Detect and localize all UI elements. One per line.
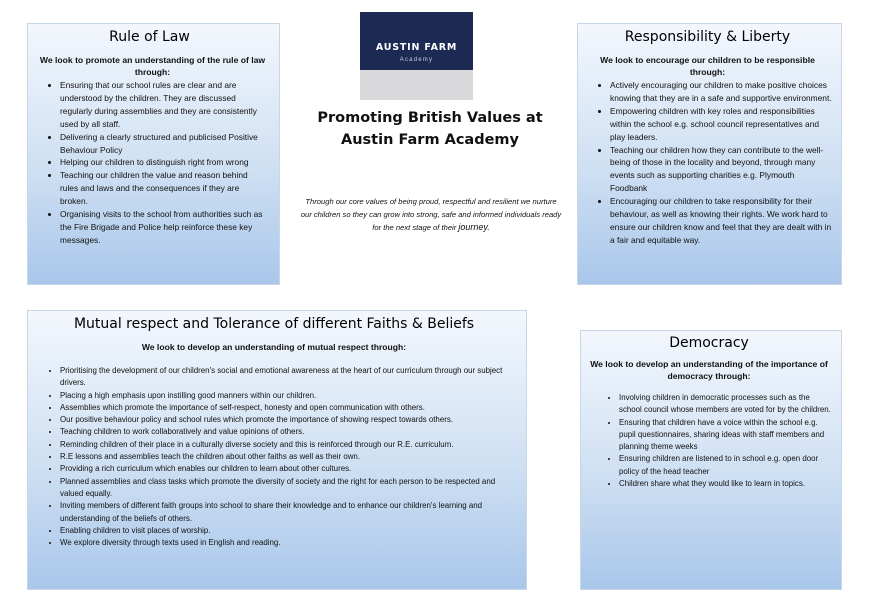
list-item: • Empowering children with key roles and responsibilities within the school e.g. school council representatives and play leaders.: [610, 105, 833, 144]
tagline-end: journey.: [458, 222, 490, 232]
list-item: • Encouraging our children to take responsibility for their behaviour, as well as knowing their rights. We work hard to ensure our children know and feel that they are dealt with in a fair and equitable way.: [610, 195, 833, 247]
mutual-respect-title: Mutual respect and Tolerance of different Faiths & Beliefs: [73, 316, 475, 332]
list-item: • Delivering a clearly structured and publicised Positive Behaviour Policy: [60, 131, 267, 157]
title-line-2: Austin Farm Academy: [341, 132, 519, 148]
page-title: [300, 107, 560, 151]
democracy-intro: We look to develop an understanding of the importance of democracy through:: [590, 359, 828, 381]
list-item: • Placing a high emphasis upon instilling good manners within our children.: [60, 390, 516, 402]
list-item: • Teaching our children how they can contribute to the well-being of those in the locality and beyond, through many events such as supporting charities e.g. Plymouth Foodbank: [610, 144, 833, 196]
list-item: • Ensuring that children have a voice within the school e.g. pupil questionnaires, sharing ideas with staff members and planning theme weeks: [619, 417, 833, 454]
list-item: • Helping our children to distinguish right from wrong: [60, 156, 267, 169]
list-item: • Planned assemblies and class tasks which promote the diversity of society and the right for each person to be respected and valued equally.: [60, 476, 516, 501]
list-item: • Prioritising the development of our children's social and emotional awareness at the heart of our curriculum through our subject drivers.: [60, 365, 516, 390]
list-item: • Our positive behaviour policy and school rules which promote the importance of showing respect towards others.: [60, 414, 516, 426]
rule-of-law-intro: We look to promote an understanding of the rule of law through:: [39, 55, 266, 77]
responsibility-intro: We look to encourage our children to be responsible through:: [600, 55, 815, 77]
list-item: • Actively encouraging our children to make positive choices knowing that they are in a safe and supportive environment.: [610, 79, 833, 105]
rule-of-law-title: Rule of Law: [109, 29, 190, 45]
list-item: • Organising visits to the school from authorities such as the Fire Brigade and Police help reinforce these key messages.: [60, 208, 267, 247]
list-item: • Inviting members of different faith groups into school to share their knowledge and to enhance our children's learning and understanding of the beliefs of others.: [60, 500, 516, 525]
school-logo: [360, 12, 473, 100]
list-item: • Teaching children to work collaboratively and value opinions of others.: [60, 426, 516, 438]
list-item: • Enabling children to visit places of worship.: [60, 525, 516, 537]
list-item: • Involving children in democratic processes such as the school council whose members are voted for by the children.: [619, 392, 833, 417]
responsibility-panel: [577, 23, 842, 285]
list-item: • Children share what they would like to learn in topics.: [619, 478, 833, 490]
democracy-list: [585, 392, 833, 490]
list-item: • R.E lessons and assemblies teach the children about other faiths as well as their own.: [60, 451, 516, 463]
list-item: • Assemblies which promote the importance of self-respect, honesty and open communication with others.: [60, 402, 516, 414]
rule-of-law-list: [32, 79, 267, 247]
logo-subtitle: Academy: [399, 57, 434, 63]
responsibility-title: Responsibility & Liberty: [624, 29, 791, 45]
mutual-respect-panel: [27, 310, 527, 590]
tagline-text: Through our core values of being proud, respectful and resilient we nurture our children so they can grow into strong, safe and informed individuals ready for the next stage of their: [300, 197, 562, 232]
list-item: • We explore diversity through texts used in English and reading.: [60, 537, 516, 549]
tagline: [300, 196, 562, 235]
democracy-panel: [580, 330, 842, 590]
list-item: • Ensuring that our school rules are clear and are understood by the children. They are discussed regularly during assemblies and they are consistently used by all staff.: [60, 79, 267, 131]
title-line-1: Promoting British Values at: [317, 110, 543, 126]
list-item: • Teaching our children the value and reason behind rules and laws and the consequences if they are broken.: [60, 169, 267, 208]
list-item: • Providing a rich curriculum which enables our children to learn about other cultures.: [60, 463, 516, 475]
mutual-respect-intro: We look to develop an understanding of mutual respect through:: [141, 342, 407, 352]
list-item: • Reminding children of their place in a culturally diverse society and this is reinforced through our R.E. curriculum.: [60, 439, 516, 451]
rule-of-law-panel: [27, 23, 280, 285]
responsibility-list: [582, 79, 833, 247]
democracy-title: Democracy: [669, 335, 749, 351]
list-item: • Ensuring children are listened to in school e.g. open door policy of the head teacher: [619, 453, 833, 478]
logo-name: AUSTIN FARM: [375, 42, 458, 53]
mutual-respect-list: [32, 365, 516, 549]
